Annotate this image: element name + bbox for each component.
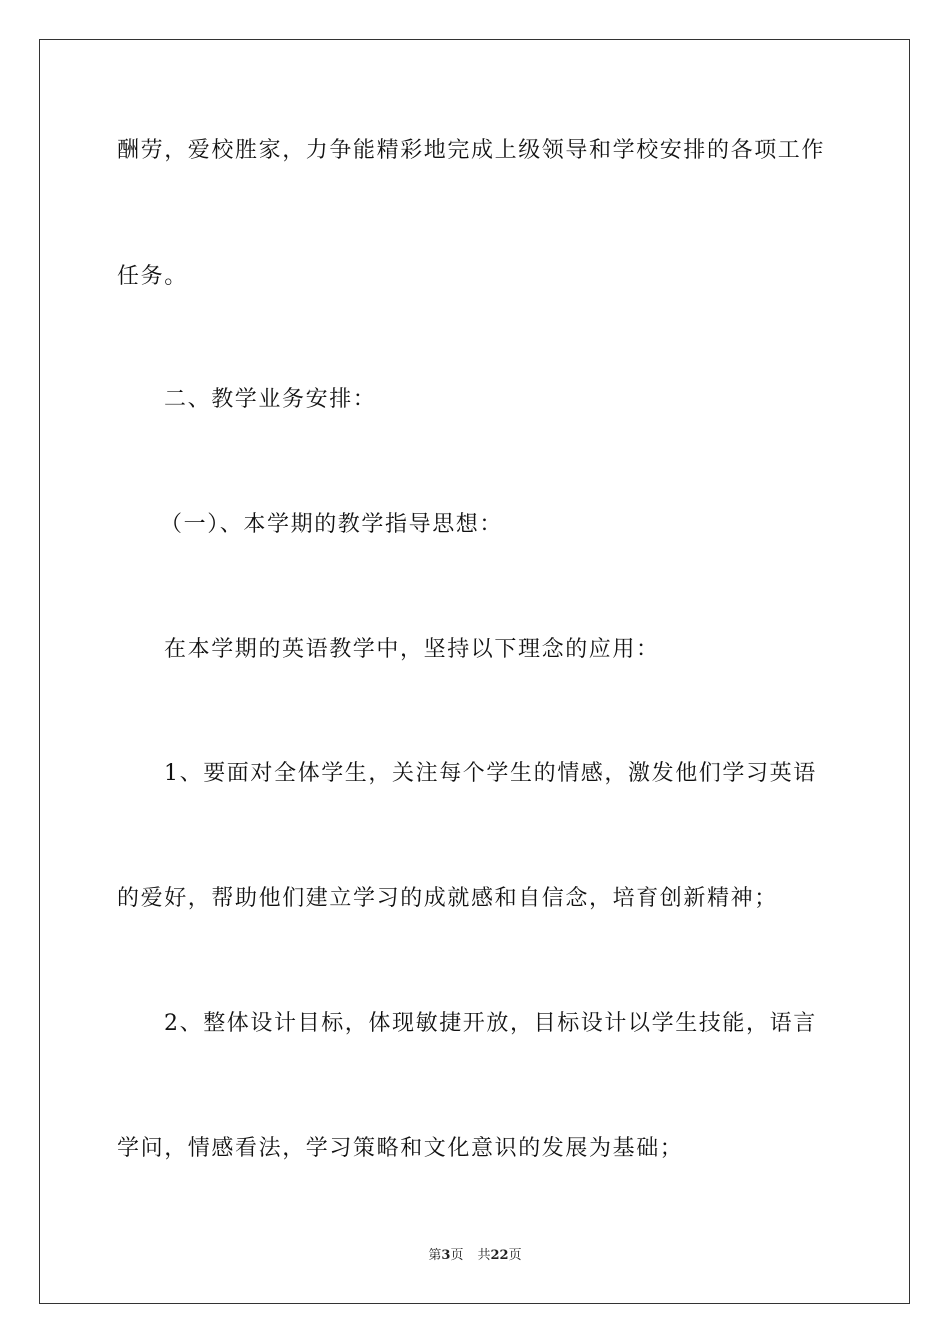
list-item-1-line-2: 的爱好，帮助他们建立学习的成就感和自信念，培育创新精神； xyxy=(117,886,778,911)
list-item-2-line-2: 学问，情感看法，学习策略和文化意识的发展为基础； xyxy=(117,1136,684,1161)
paragraph-line-5: 在本学期的英语教学中，坚持以下理念的应用： xyxy=(164,637,660,662)
total-prefix: 共 xyxy=(477,1248,491,1263)
page-prefix: 第 xyxy=(428,1248,442,1263)
page-unit: 页 xyxy=(450,1248,464,1263)
paragraph-line-1: 酬劳，爱校胜家，力争能精彩地完成上级领导和学校安排的各项工作 xyxy=(117,138,826,163)
subsection-heading: （一）、本学期的教学指导思想： xyxy=(160,512,504,537)
section-heading: 二、教学业务安排： xyxy=(164,387,377,412)
page-border xyxy=(39,39,910,1304)
page-total: 22 xyxy=(490,1248,509,1263)
paragraph-line-2: 任务。 xyxy=(117,264,188,289)
page-footer xyxy=(0,1247,950,1265)
list-item-2-line-1: 2、整体设计目标，体现敏捷开放，目标设计以学生技能，语言 xyxy=(164,1011,817,1036)
page-current: 3 xyxy=(441,1248,451,1263)
list-item-1-line-1: 1、要面对全体学生，关注每个学生的情感，激发他们学习英语 xyxy=(164,761,817,786)
total-unit: 页 xyxy=(508,1248,522,1263)
